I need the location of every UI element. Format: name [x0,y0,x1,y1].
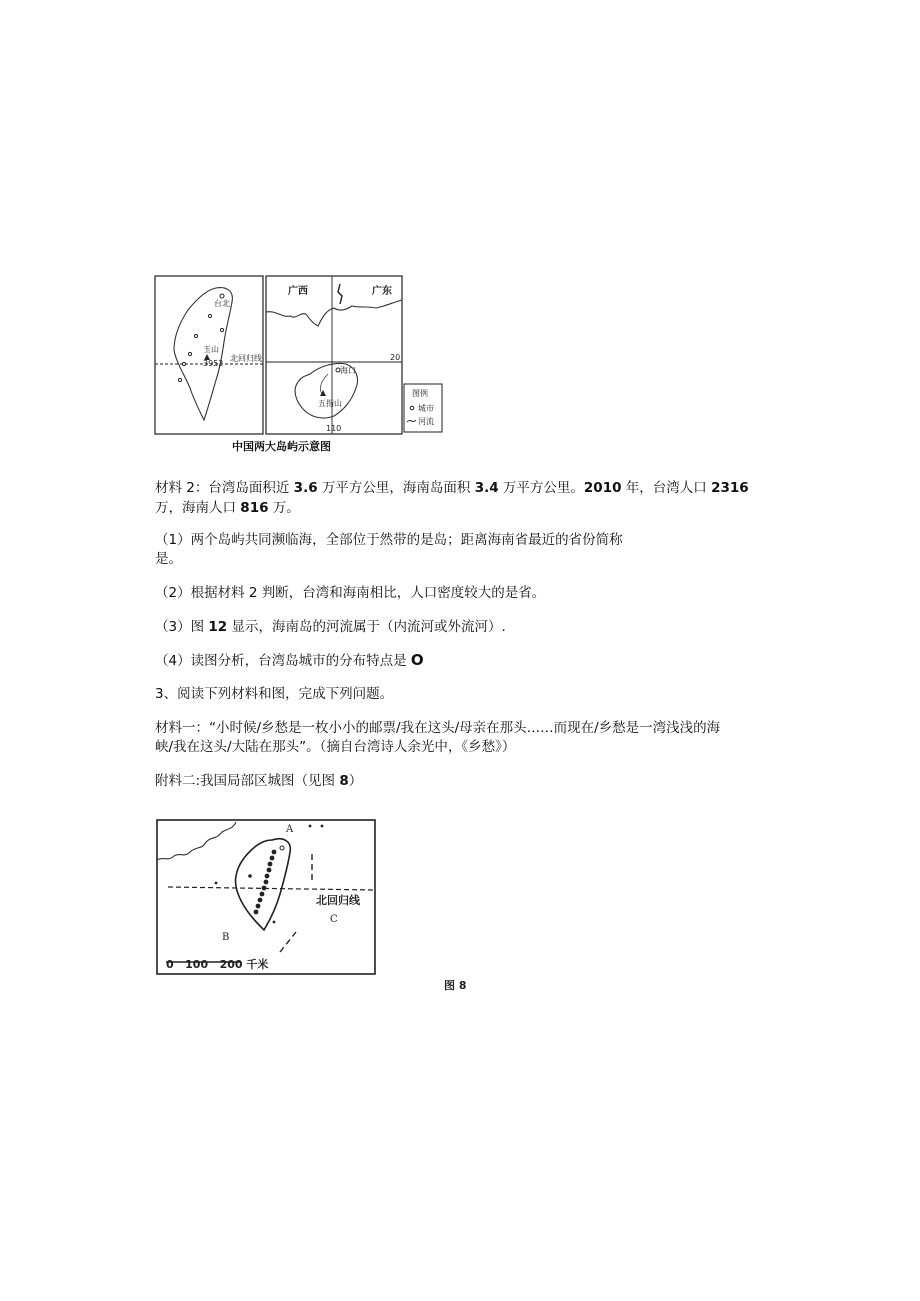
question-4: （4）读图分析，台湾岛城市的分布特点是 O [155,651,424,669]
guangdong-label: 广东 [372,286,392,297]
figure1-caption: 中国两大岛屿示意图 [232,440,331,453]
guangxi-label: 广西 [288,286,308,297]
two-islands-map [150,270,450,460]
city-marker [208,314,211,317]
city-marker [188,352,191,355]
section3-attachment2: 附料二:我国局部区城图（见图 8） [155,773,363,789]
tropic-label: 北回归线 [316,894,360,907]
point-marker [215,882,218,885]
river-line [320,374,328,394]
tropic-line [168,887,375,890]
sea-boundary-dashed [280,932,296,952]
tropic-label: 北回归线 [230,354,262,363]
label-b: B [222,932,230,943]
material2-line1: 材料 2：台湾岛面积近 3.6 万平方公里，海南岛面积 3.4 万平方公里。2010 年，台湾人口 2316 [155,480,749,496]
taipei-label: 台北 [214,299,230,308]
legend-city-label: 城市 [418,404,434,413]
section3-material1-line1: 材料一：“小时候/乡愁是一枚小小的邮票/我在这头/母亲在那头……而现在/乡愁是一湾浅浅的海 [155,720,721,736]
question-1-line2: 是。 [155,551,182,567]
mainland-coast [157,822,236,860]
figure8-caption: 图 8 [444,979,467,992]
legend-river-label: 河流 [418,417,434,426]
point-marker [309,825,312,828]
label-a: A [286,824,294,835]
question-2: （2）根据材料 2 判断，台湾和海南相比，人口密度较大的是省。 [155,585,546,601]
city-chain [248,846,284,914]
point-marker [321,825,324,828]
hainan-panel-frame [266,276,402,434]
mainland-coast [266,300,402,326]
point-marker [273,921,276,924]
yushan-elevation-label: 3952 [203,359,224,368]
section3-heading: 3、阅读下列材料和图，完成下列问题。 [155,686,394,702]
question-1-line1: （1）两个岛屿共同濒临海，全部位于然带的是岛；距离海南省最近的省份简称 [155,532,623,548]
section3-material1-line2: 峡/我在这头/大陆在那头”。（摘自台湾诗人余光中，《乡愁》） [155,739,516,755]
haikou-label: 海口 [340,366,356,375]
city-marker [220,294,224,298]
question-3: （3）图 12 显示，海南岛的河流属于（内流河或外流河）. [155,619,506,635]
taiwan-island-outline [235,839,290,930]
wuzhishan-label: 五指山 [318,399,342,408]
lon-110-label: 110 [326,424,342,433]
lat-20-label: 20 [390,353,401,362]
scale-label: 0 100 200 千米 [166,958,269,971]
city-marker [194,334,197,337]
yushan-label: 玉山 [203,345,219,354]
label-c: C [330,914,338,925]
regional-map-figure8 [150,812,480,997]
legend-title: 图例 [412,389,428,398]
province-boundary [338,284,342,304]
city-marker [220,328,223,331]
material2-line2: 万，海南人口 816 万。 [155,500,300,516]
city-marker [178,378,181,381]
